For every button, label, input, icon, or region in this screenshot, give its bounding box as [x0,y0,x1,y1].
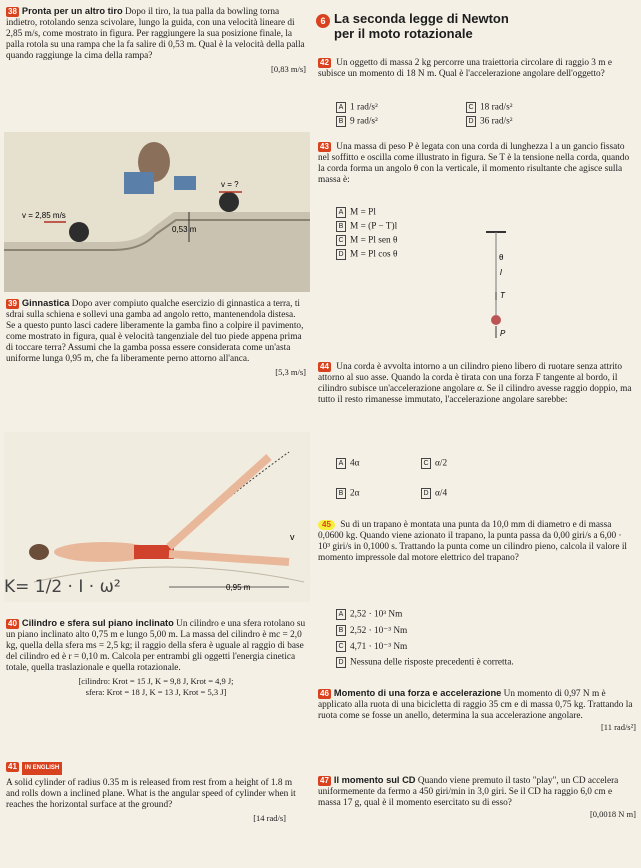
problem-text: Un oggetto di massa 2 kg percorre una traiettoria circolare di raggio 3 m e subisce un momento di 18 N m. Qual è l'accelerazione angolare dell'oggetto? [318,58,612,79]
problem-41 [6,762,306,824]
problem-answer-1: [cilindro: Krot = 15 J, K = 9,8 J, Krot = 4,9 J; [78,676,234,686]
p45-option-b[interactable]: B 2,52 · 10⁻³ Nm [336,625,407,636]
p44-option-a[interactable]: A 4α [336,458,360,469]
problem-number: 44 [320,362,329,371]
p42-option-d[interactable]: D 36 rad/s² [466,116,512,127]
problem-42 [318,58,636,80]
problem-title: Il momento sul CD [333,775,416,785]
p43-option-d[interactable]: D M = Pl cos θ [336,249,397,260]
fig-P: P [500,329,506,338]
fig-velocity: v [290,532,295,542]
fig-T: T [500,291,505,300]
problem-number: 39 [8,299,17,308]
problem-text: Su di un trapano è montata una punta da 10,0 mm di diametro e di massa 0,0600 kg. Quando viene azionato il trapano, la punta passa da 0,00 giri/s a 6,00 · 10³ giri/s in 0,1000 s. Trattando la punta come un cilindro pieno, calcola il valore il momento impressole dal motore elettrico del trapano? [318,520,628,563]
problem-40 [6,618,306,698]
problem-39 [6,298,306,378]
problem-text: Un momento di 0,97 N m è applicato alla ruota di una bicicletta di raggio 35 cm e di massa 0,75 kg. Trattando la ruota come se fosse un anello, determina la sua accelerazione angolare. [318,689,633,721]
p45-option-a[interactable]: A 2,52 · 10³ Nm [336,609,402,620]
problem-number: 42 [320,58,329,67]
problem-answer: [11 rad/s²] [600,722,636,732]
section-title-1: La seconda legge di Newton [334,11,509,26]
p44-option-b[interactable]: B 2α [336,488,360,499]
section-title-2: per il moto rotazionale [334,26,473,41]
problem-answer: [0,0018 N m] [589,809,636,819]
problem-45 [318,520,636,564]
english-tag: IN ENGLISH [22,762,62,775]
p44-option-c[interactable]: C α/2 [421,458,447,469]
problem-number: 43 [320,142,329,151]
pendulum-figure [466,230,606,355]
p43-option-a[interactable]: A M = Pl [336,207,376,218]
problem-title: Pronta per un altro tiro [21,6,123,16]
problem-38 [6,6,306,75]
p44-option-d[interactable]: D α/4 [421,488,447,499]
problem-number: 38 [8,7,17,16]
problem-43 [318,142,636,186]
problem-text: Dopo il tiro, la tua palla da bowling torna indietro, rotolando senza scivolare, lungo la guida, con una velocità lineare di 2,85 m/s, come mostrato in figura. Per raggiungere la sua posizione finale, la palla rotola su una rampa che la fa salire di 0,53 m. Qual è la velocità della palla quando raggiunge la cima della rampa? [6,7,305,61]
problem-title: Cilindro e sfera sul piano inclinato [21,618,174,628]
fig-length: 0,95 m [226,583,251,592]
p43-option-c[interactable]: C M = Pl sen θ [336,235,397,246]
problem-number: 45 [318,520,335,530]
handwritten-note: K= 1/2 · I · ω² [4,577,121,597]
bowling-figure [4,132,310,292]
p42-option-c[interactable]: C 18 rad/s² [466,102,512,113]
problem-answer: [5,3 m/s] [275,367,306,377]
fig-v2: v = ? [221,180,239,189]
fig-l: l [500,268,502,277]
p43-option-b[interactable]: B M = (P − T)l [336,221,397,232]
problem-answer: [0,83 m/s] [271,64,306,74]
p42-option-b[interactable]: B 9 rad/s² [336,116,378,127]
problem-text: Una corda è avvolta intorno a un cilindro pieno libero di ruotare senza attrito attorno al suo asse. Quando la corda è tirata con una forza F tangente al bordo, il cilindro subisce un'accelerazione angolare α. Se il cilindro avesse raggio doppio, ma tutto il resto rimanesse immutato, l'accelerazione angolare sarebbe: [318,362,632,405]
problem-answer-2: sfera: Krot = 18 J, K = 13 J, Krot = 5,3 J] [85,687,227,697]
p45-option-c[interactable]: C 4,71 · 10⁻³ Nm [336,641,407,652]
problem-number: 46 [320,689,329,698]
problem-number: 41 [8,762,17,771]
fig-height: 0,53 m [172,225,197,234]
p45-option-d[interactable]: D Nessuna delle risposte precedenti è corretta. [336,657,514,668]
problem-47 [318,775,636,820]
problem-number: 40 [8,619,17,628]
problem-44 [318,362,636,406]
problem-text: Un cilindro e una sfera rotolano su un piano inclinato alto 0,75 m e lungo 5,00 m. La massa del cilindro è mc = 2,0 kg, quella della sfera ms = 2,5 kg; il raggio della sfera è uguale al raggio di base del cilindro ed è r = 0,10 m. Calcola per entrambi gli oggetti l'energia cinetica totale, quella traslazionale e quella rotazionale. [6,619,306,673]
problem-text: Una massa di peso P è legata con una corda di lunghezza l a un gancio fissato nel soffitto e oscilla come illustrato in figura. Se T è la tensione nella corda, quando la corda forma un angolo θ con la verticale, il momento risultante che agisce sulla massa è: [318,142,630,185]
problem-text: Quando viene premuto il tasto "play", un CD accelera uniformemente da fermo a 450 giri/min in 3,0 giri. Se il CD ha raggio 6,0 cm e massa 17 g, qual è il momento esercitato su di esso? [318,776,619,808]
problem-text: Dopo aver compiuto qualche esercizio di ginnastica a terra, ti sdrai sulla schiena e sollevi una gamba ad angolo retto, mantenendola distesa. Se a questo punto lasci cadere liberamente la gamba fino a colpire il pavimento, come mostrato in figura, qual è velocità tangenziale del tuo piede appena prima di toccare terra? Assumi che la gamba possa essere considerata come un'asta uniforme lunga 0,95 m, che fa liberamente perno attorno all'anca. [6,299,304,364]
problem-title: Ginnastica [21,298,70,308]
section-number: 6 [316,14,330,28]
problem-number: 47 [320,776,329,785]
problem-46 [318,688,636,733]
fig-theta: θ [499,253,504,262]
problem-answer: [14 rad/s] [253,813,286,823]
problem-title: Momento di una forza e accelerazione [333,688,502,698]
problem-text: A solid cylinder of radius 0.35 m is released from rest from a height of 1.8 m and rolls down a inclined plane. What is the angular speed of cylinder when it reaches the horizontal surface at the ground? [6,778,296,810]
fig-v1: v = 2,85 m/s [22,211,66,220]
p42-option-a[interactable]: A 1 rad/s² [336,102,378,113]
